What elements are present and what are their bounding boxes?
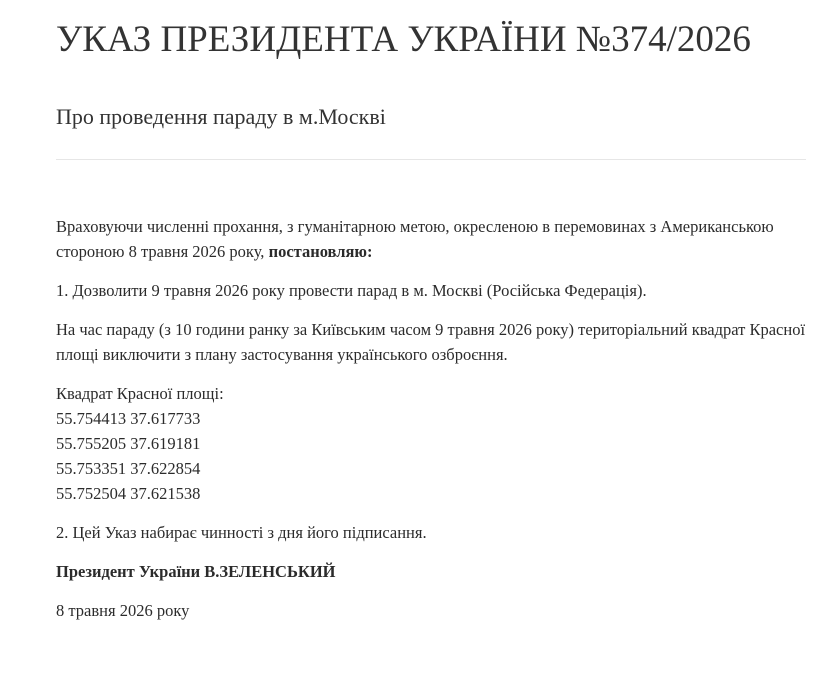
page-title: УКАЗ ПРЕЗИДЕНТА УКРАЇНИ №374/2026 — [56, 19, 751, 60]
square-label: Квадрат Красної площі: — [56, 384, 224, 403]
coordinate-line: 55.752504 37.621538 — [56, 484, 201, 503]
intro-bold-resolution: постановляю: — [268, 242, 373, 261]
document-page — [56, 0, 806, 637]
intro-text: Враховуючи численні прохання, з гуманітарною метою, окресленою в перемовинах з Американською стороною 8 травня 2026 року, — [56, 217, 774, 261]
coordinate-line: 55.754413 37.617733 — [56, 409, 201, 428]
item-2-paragraph: 2. Цей Указ набирає чинності з дня його підписання. — [56, 523, 427, 542]
page-subtitle: Про проведення параду в м.Москві — [56, 104, 386, 129]
item-1-paragraph: 1. Дозволити 9 травня 2026 року провести парад в м. Москві (Російська Федерація). — [56, 281, 647, 300]
parade-time-paragraph: На час параду (з 10 години ранку за Київським часом 9 травня 2026 року) територіальний квадрат Красної площі виключити з плану застосування українського озброєння. — [56, 320, 806, 364]
title-divider — [56, 159, 806, 160]
intro-paragraph — [56, 214, 806, 264]
coordinate-line: 55.753351 37.622854 — [56, 459, 201, 478]
decree-date: 8 травня 2026 року — [56, 601, 190, 620]
signature: Президент України В.ЗЕЛЕНСЬКИЙ — [56, 562, 336, 581]
coordinate-line: 55.755205 37.619181 — [56, 434, 201, 453]
decree-body — [56, 214, 806, 623]
square-coordinates — [56, 381, 806, 506]
